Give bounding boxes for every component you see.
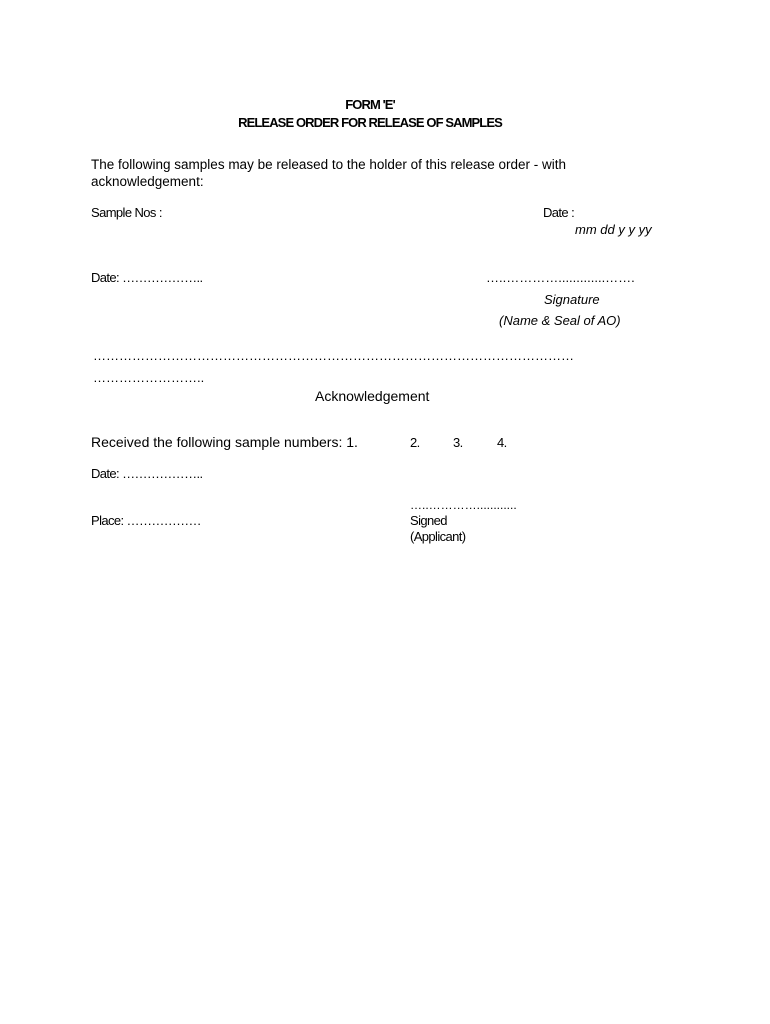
ack-date-line: Date: ………………..: [91, 466, 203, 481]
form-title: RELEASE ORDER FOR RELEASE OF SAMPLES: [238, 115, 502, 130]
sample-number-3: 3.: [453, 435, 463, 450]
signed-label: Signed: [410, 513, 447, 528]
signed-dots: …..…………............: [410, 498, 517, 512]
signature-sub-label: (Name & Seal of AO): [499, 313, 621, 328]
signature-dots: …..………….............…….: [486, 270, 635, 285]
acknowledgement-heading: Acknowledgement: [315, 388, 430, 404]
sample-number-2: 2.: [410, 435, 420, 450]
sample-number-4: 4.: [497, 435, 507, 450]
intro-paragraph: The following samples may be released to the holder of this release order - with acknowledgement:: [91, 157, 566, 189]
short-dotted-line: ……………………..: [93, 370, 205, 385]
received-text: Received the following sample numbers: 1.: [91, 434, 358, 450]
date-label: Date :: [543, 205, 575, 220]
form-code: FORM 'E': [345, 97, 395, 112]
place-line: Place: ………………: [91, 513, 201, 528]
sample-nos-label: Sample Nos :: [91, 205, 162, 220]
date-format: mm dd y y yy: [575, 222, 652, 237]
signature-label: Signature: [544, 292, 600, 307]
long-dotted-line: …………………………………………………………………………………………………: [93, 348, 574, 363]
applicant-label: (Applicant): [410, 529, 466, 544]
date-line: Date: ………………..: [91, 270, 203, 285]
